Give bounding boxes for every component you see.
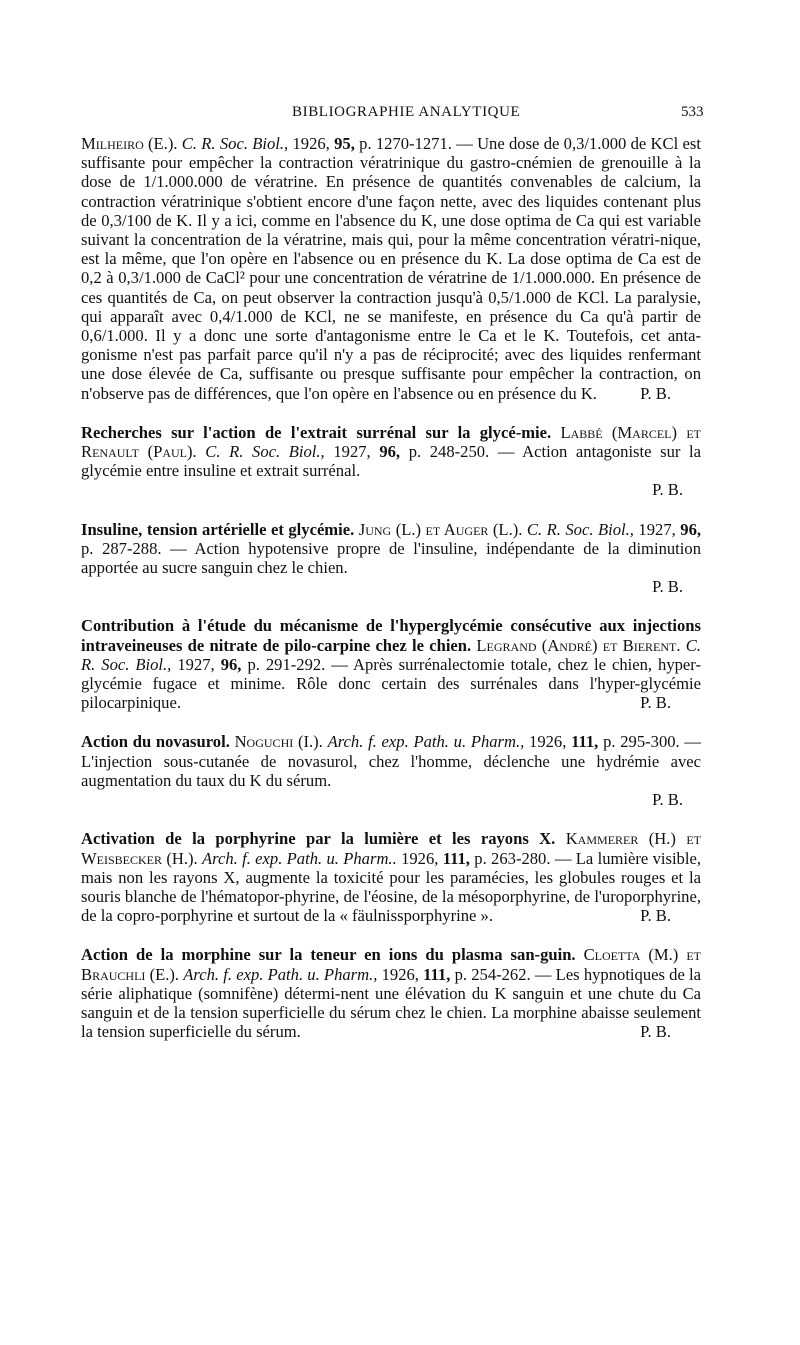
bibliography-column bbox=[81, 134, 701, 1041]
entry-authors: Kammerer (H.) et Weisbecker (H.). bbox=[81, 829, 701, 868]
entry-volume: 95, bbox=[334, 134, 355, 153]
entry-abstract: — Les hypnotiques de la série aliphatique (somnifène) détermi-nent une élévation du K sanguin et une chute du Ca sanguin et de la tension superficielle du sérum chez le chien. La morphine abaisse seulement la tension superficielle du sérum. bbox=[81, 964, 701, 1042]
bibliography-entry bbox=[81, 945, 701, 1041]
entry-title: Action de la morphine sur la teneur en ions du plasma san-guin. bbox=[81, 945, 576, 965]
entry-abstract: — L'injection sous-cutanée de novasurol, chez l'homme, déclenche une hydrémie avec augmentation du taux du K du sérum. bbox=[81, 732, 702, 790]
entry-pages: p. 248-250. bbox=[408, 442, 490, 462]
entry-abstract: — Action antagoniste sur la glycémie entre insuline et extrait surrénal. bbox=[81, 442, 701, 481]
entry-signature: P. B. bbox=[640, 383, 671, 403]
entry-journal: Arch. f. exp. Path. u. Pharm., bbox=[327, 732, 525, 752]
bibliography-entry bbox=[81, 520, 701, 597]
entry-authors: Milheiro (E.). bbox=[81, 134, 178, 153]
entry-pages: p. 1270-1271. bbox=[359, 134, 452, 153]
entry-text bbox=[81, 520, 701, 578]
entry-signature: P. B. bbox=[640, 693, 671, 713]
entry-volume: 96, bbox=[680, 519, 702, 539]
entry-text bbox=[81, 134, 701, 403]
entry-year: 1927, bbox=[177, 654, 215, 674]
entry-signature: P. B. bbox=[640, 1022, 671, 1042]
entry-journal: Arch. f. exp. Path. u. Pharm., bbox=[183, 964, 378, 984]
entry-year: 1926, bbox=[381, 964, 419, 984]
entry-journal: C. R. Soc. Biol., bbox=[205, 442, 325, 462]
entry-text bbox=[81, 616, 701, 712]
entry-authors: Cloetta (M.) et Brauchli (E.). bbox=[81, 945, 702, 984]
running-title: BIBLIOGRAPHIE ANALYTIQUE bbox=[292, 104, 521, 120]
entry-authors: Jung (L.) et Auger (L.). bbox=[358, 519, 523, 539]
entry-title: Activation de la porphyrine par la lumière et les rayons X. bbox=[81, 829, 556, 849]
page-number: 533 bbox=[681, 104, 704, 120]
entry-abstract: — Action hypotensive propre de l'insuline, indépendante de la diminution apportée au sucre sanguin chez le chien. bbox=[81, 538, 701, 578]
entry-title: Recherches sur l'action de l'extrait surrénal sur la glycé-mie. bbox=[81, 422, 552, 442]
entry-volume: 111, bbox=[571, 732, 599, 752]
entry-signature: P. B. bbox=[652, 790, 683, 810]
entry-year: 1927, bbox=[638, 519, 676, 539]
entry-pages: p. 254-262. bbox=[454, 964, 531, 984]
entry-title: Action du novasurol. bbox=[81, 732, 230, 752]
entry-text bbox=[81, 945, 701, 1041]
entry-text bbox=[81, 732, 701, 790]
entry-volume: 111, bbox=[423, 964, 451, 984]
entry-signature: P. B. bbox=[652, 577, 683, 597]
entry-authors: Legrand (André) et Bierent. bbox=[476, 635, 681, 655]
entry-abstract: — Après surrénalectomie totale, chez le chien, hyper-glycémie fugace et minime. Rôle donc certain des surrénales dans l'hyper-glycémie pilocarpinique. bbox=[81, 654, 701, 713]
entry-year: 1926, bbox=[401, 848, 439, 868]
entry-journal: C. R. Soc. Biol., bbox=[526, 519, 634, 539]
entry-pages: p. 291-292. bbox=[247, 654, 326, 674]
entry-authors: Labbé (Marcel) et Renault (Paul). bbox=[81, 422, 701, 462]
bibliography-entry bbox=[81, 829, 701, 925]
entry-volume: 96, bbox=[379, 442, 401, 462]
bibliography-entry bbox=[81, 616, 701, 712]
entry-authors: Noguchi (I.). bbox=[234, 732, 323, 752]
entry-title: Insuline, tension artérielle et glycémie. bbox=[81, 519, 355, 539]
entry-year: 1927, bbox=[333, 442, 371, 462]
entry-journal: C. R. Soc. Biol., bbox=[181, 134, 289, 153]
page-header bbox=[0, 104, 800, 128]
bibliography-entry bbox=[81, 423, 701, 500]
entry-signature: P. B. bbox=[652, 480, 683, 500]
entry-volume: 111, bbox=[442, 848, 470, 868]
bibliography-entry bbox=[81, 732, 701, 809]
entry-abstract: — Une dose de 0,3/1.000 de KCl est suffisante pour empêcher la contraction vératrinique du gastro-cnémien de grenouille à la dose de 1/1.000.000 de vératrine. En présence de quantités convenables de calcium, la contraction vératrinique s'obtient encore d'une façon nette, avec des liquides contenant plus de 0,3/100 de K. Il y a ici, comme en l'absence du K, une dose optima de Ca qui est variable suivant la concentration de la vératrine, mais qui, pour la même concentration vératri-nique, est la même, que l'on opère en l'absence ou en présence du K. La dose optima de Ca est de 0,2 à 0,3/1.000 de CaCl² pour une concentration de vératrine de 1/1.000.000. En présence de ces quantités de Ca, on peut observer la contraction jusqu'à 0,5/1.000 de KCl. La paralysie, qui apparaît avec 0,4/1.000 de KCl, ne se manifeste, en présence du Ca qu'à partir de 0,6/1.000. Il y a donc une sorte d'antagonisme entre le Ca et le K. Toutefois, cet anta-gonisme n'est pas parfait parce qu'il n'y a pas de réciprocité; avec des liquides renfermant une dose élevée de Ca, suffisante ou presque suffisante pour empêcher la contraction, on n'observe pas de différences, que l'on opère en l'absence ou en présence du K. bbox=[81, 134, 701, 403]
bibliography-entry bbox=[81, 134, 701, 403]
entry-year: 1926, bbox=[292, 134, 330, 153]
entry-pages: p. 287-288. bbox=[81, 538, 162, 558]
entry-volume: 96, bbox=[220, 654, 242, 674]
entry-abstract: — La lumière visible, mais non les rayons X, augmente la toxicité pour les paramécies, les globules rouges et la souris blanche de l'hématopor-phyrine, de l'éosine, de la mésoporphyrine, de l'uroporphyrine, de la copro-porphyrine et surtout de la « fäulnissporphyrine ». bbox=[81, 848, 701, 926]
entry-signature: P. B. bbox=[640, 906, 671, 926]
entry-text bbox=[81, 423, 701, 481]
entry-pages: p. 295-300. bbox=[603, 732, 680, 752]
entry-pages: p. 263-280. bbox=[474, 848, 551, 868]
entry-year: 1926, bbox=[529, 732, 567, 752]
entry-title: Contribution à l'étude du mécanisme de l'hyperglycémie consécutive aux injections intraveineuses de nitrate de pilo-carpine chez le chien. bbox=[81, 616, 701, 655]
entry-journal: C. R. Soc. Biol., bbox=[81, 635, 701, 674]
entry-journal: Arch. f. exp. Path. u. Pharm.. bbox=[201, 848, 397, 868]
entry-text bbox=[81, 829, 701, 925]
